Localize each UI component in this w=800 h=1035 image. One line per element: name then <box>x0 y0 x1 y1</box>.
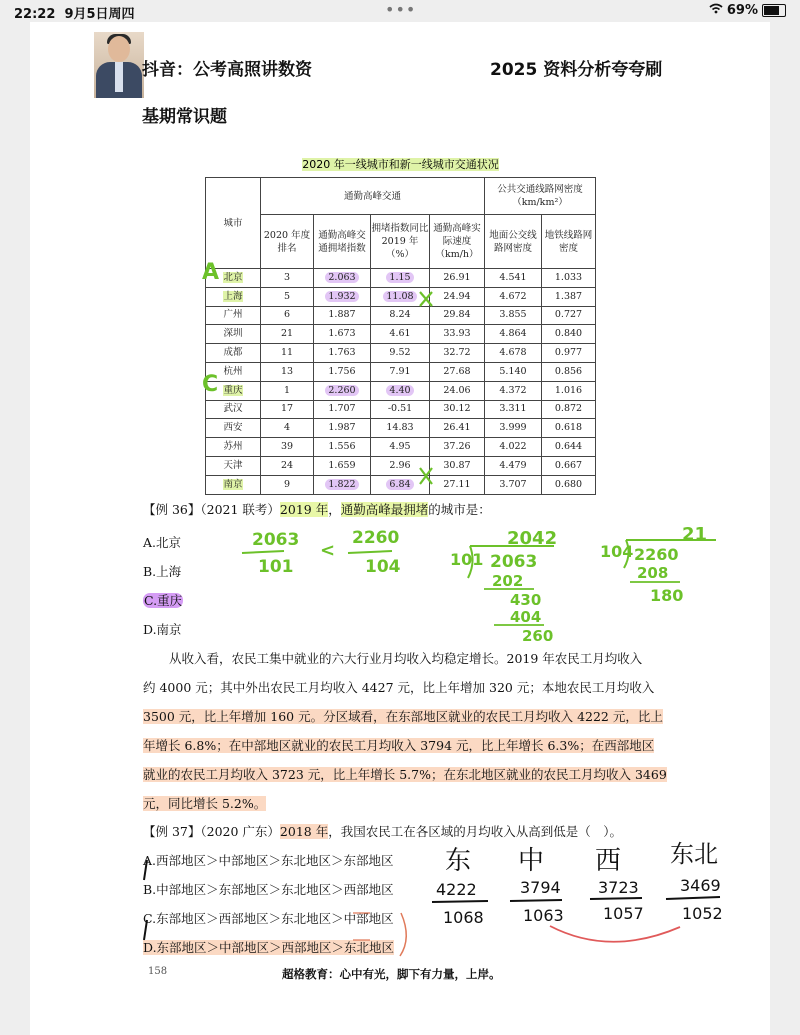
q37-option-d[interactable]: D.东部地区＞中部地区＞西部地区＞东北地区 <box>143 940 395 955</box>
table-cell: 上海 <box>206 287 261 306</box>
passage-line: 就业的农民工月均收入 3723 元，比上年增长 5.7%；在东北地区就业的农民工月均收入 3469 <box>143 767 667 782</box>
q36-option-d[interactable]: D.南京 <box>143 622 182 637</box>
passage-line: 3500 元，比上年增加 160 元。分区域看，在东部地区就业的农民工月均收入 4222 元，比上 <box>143 709 663 724</box>
table-cell: 37.26 <box>430 438 485 457</box>
table-cell: 3 <box>261 269 314 288</box>
col-bus: 地面公交线路网密度 <box>485 215 542 269</box>
table-cell: 32.72 <box>430 344 485 363</box>
table-cell: 4.022 <box>485 438 542 457</box>
div1-dividend: 2063 <box>490 552 538 572</box>
table-cell: 4.678 <box>485 344 542 363</box>
table-cell: 3.311 <box>485 400 542 419</box>
passage-line: 元，同比增长 5.2%。 <box>143 796 267 811</box>
table-cell: 1.822 <box>314 475 371 494</box>
table-cell: 0.856 <box>542 362 596 381</box>
table-cell: 天津 <box>206 456 261 475</box>
table-cell: 1.033 <box>542 269 596 288</box>
div1-step: 430 <box>510 591 542 609</box>
num-west: 3723 <box>598 878 639 897</box>
table-cell: 3.707 <box>485 475 542 494</box>
table-row <box>206 344 596 363</box>
table-cell: 6.84 <box>371 475 430 494</box>
table-cell: 西安 <box>206 419 261 438</box>
table-cell: 4.95 <box>371 438 430 457</box>
status-right <box>709 3 786 18</box>
table-cell: 2.96 <box>371 456 430 475</box>
table-cell: 26.91 <box>430 269 485 288</box>
frac2-num: 2260 <box>352 528 400 548</box>
region-west: 西 <box>595 846 622 876</box>
div2-step: 180 <box>650 586 684 605</box>
div1-step: 404 <box>510 608 542 626</box>
table-row <box>206 475 596 494</box>
region-northeast: 东北 <box>670 840 718 868</box>
table-cell: 8.24 <box>371 306 430 325</box>
passage-line: 从收入看，农民工集中就业的六大行业月均收入均稳定增长。2019 年农民工月均收入 <box>169 651 643 666</box>
table-cell: 9 <box>261 475 314 494</box>
table-cell: 11.08 <box>371 287 430 306</box>
table-cell: 武汉 <box>206 400 261 419</box>
table-cell: 26.41 <box>430 419 485 438</box>
table-cell: 2.063 <box>314 269 371 288</box>
q37-stem: 【例 37】（2020 广东）2018 年，我国农民工在各区域的月均收入从高到低是（ ）。 <box>143 824 622 839</box>
table-row <box>206 362 596 381</box>
div2-dividend: 2260 <box>634 545 679 564</box>
col-index: 通勤高峰交通拥堵指数 <box>314 215 371 269</box>
table-row <box>206 325 596 344</box>
frac1-den: 101 <box>258 557 294 577</box>
table-cell: 1.556 <box>314 438 371 457</box>
table-cell: 24 <box>261 456 314 475</box>
frac1-num: 2063 <box>252 530 300 550</box>
table-cell: 11 <box>261 344 314 363</box>
table-cell: 重庆 <box>206 381 261 400</box>
table-cell: 3.855 <box>485 306 542 325</box>
q36-option-a[interactable]: A.北京 <box>143 535 182 550</box>
table-cell: 苏州 <box>206 438 261 457</box>
col-yoy: 拥堵指数同比 2019 年（%） <box>371 215 430 269</box>
table-cell: 3.999 <box>485 419 542 438</box>
table-row <box>206 400 596 419</box>
passage-line: 约 4000 元；其中外出农民工月均收入 4427 元，比上年增加 320 元；本地农民工月均收入 <box>143 680 655 695</box>
less-than: < <box>320 540 336 561</box>
num-east: 4222 <box>436 880 477 899</box>
status-bar <box>0 0 800 22</box>
table-cell: 1.756 <box>314 362 371 381</box>
table-cell: 14.83 <box>371 419 430 438</box>
table-cell: 30.87 <box>430 456 485 475</box>
table-cell: 南京 <box>206 475 261 494</box>
div1-divisor: 101 <box>450 550 484 569</box>
table-cell: 24.94 <box>430 287 485 306</box>
table-cell: 1.707 <box>314 400 371 419</box>
region-central: 中 <box>518 846 545 876</box>
table-cell: 27.68 <box>430 362 485 381</box>
group-commute: 通勤高峰交通 <box>261 178 485 215</box>
table-cell: 39 <box>261 438 314 457</box>
table-row <box>206 381 596 400</box>
battery-icon <box>762 4 786 17</box>
num-northeast: 3469 <box>680 876 721 895</box>
table-cell: 33.93 <box>430 325 485 344</box>
table-cell: 成都 <box>206 344 261 363</box>
status-time: 22:22 9月5日周四 <box>14 7 135 22</box>
document-page <box>30 22 770 1035</box>
div1-step: 202 <box>492 572 524 590</box>
table-row <box>206 287 596 306</box>
den-west: 1057 <box>603 904 644 923</box>
table-cell: 4.672 <box>485 287 542 306</box>
table-cell: 0.727 <box>542 306 596 325</box>
table-cell: 21 <box>261 325 314 344</box>
q36-stem: 【例 36】（2021 联考）2019 年，通勤高峰最拥堵的城市是： <box>143 502 491 517</box>
table-cell: 6 <box>261 306 314 325</box>
table-cell: 9.52 <box>371 344 430 363</box>
passage-line: 年增长 6.8%；在中部地区就业的农民工月均收入 3794 元，比上年增长 6.3%；在西部地区 <box>143 738 655 753</box>
table-cell: 5.140 <box>485 362 542 381</box>
table-cell: 27.11 <box>430 475 485 494</box>
traffic-table <box>205 177 596 495</box>
table-cell: 1.15 <box>371 269 430 288</box>
table-cell: 29.84 <box>430 306 485 325</box>
table-cell: 0.977 <box>542 344 596 363</box>
table-cell: 7.91 <box>371 362 430 381</box>
presenter-photo <box>94 32 144 98</box>
group-density: 公共交通线路网密度（km/km²） <box>485 178 596 215</box>
battery-percent: 69% <box>726 3 758 18</box>
table-title: 2020 年一线城市和新一线城市交通状况 <box>302 158 499 171</box>
table-cell: 杭州 <box>206 362 261 381</box>
wifi-icon <box>709 3 723 18</box>
table-cell: 4.40 <box>371 381 430 400</box>
div2-quotient: 21 <box>682 524 708 545</box>
table-cell: 2.260 <box>314 381 371 400</box>
table-cell: 4.864 <box>485 325 542 344</box>
q37-option-a[interactable]: A.西部地区＞中部地区＞东北地区＞东部地区 <box>143 853 394 868</box>
table-cell: 1.387 <box>542 287 596 306</box>
den-central: 1063 <box>523 906 564 925</box>
col-speed: 通勤高峰实际速度（km/h） <box>430 215 485 269</box>
table-cell: 1.673 <box>314 325 371 344</box>
footer-slogan: 超格教育：心中有光，脚下有力量，上岸。 <box>282 967 501 981</box>
table-row <box>206 306 596 325</box>
table-body <box>206 269 596 495</box>
table-cell: 17 <box>261 400 314 419</box>
table-cell: 1.763 <box>314 344 371 363</box>
den-northeast: 1052 <box>682 904 723 923</box>
frac2-den: 104 <box>365 557 401 577</box>
table-cell: 0.618 <box>542 419 596 438</box>
multitask-dots-icon[interactable]: ••• <box>385 0 417 19</box>
den-east: 1068 <box>443 908 484 927</box>
table-cell: 0.667 <box>542 456 596 475</box>
div2-step: 208 <box>637 564 669 582</box>
header-left: 抖音：公考高照讲数资 <box>142 60 312 80</box>
div1-quotient: 2042 <box>507 528 558 549</box>
table-row <box>206 456 596 475</box>
table-row <box>206 419 596 438</box>
q37-option-c[interactable]: C.东部地区＞西部地区＞东北地区＞中部地区 <box>143 911 394 926</box>
table-cell: 0.840 <box>542 325 596 344</box>
annotation-strokes <box>30 22 770 1035</box>
table-cell: 1.016 <box>542 381 596 400</box>
arc-mark <box>550 926 680 942</box>
table-cell: 北京 <box>206 269 261 288</box>
div2-divisor: 104 <box>600 542 634 561</box>
table-cell: 24.06 <box>430 381 485 400</box>
table-row <box>206 269 596 288</box>
q36-option-c[interactable]: C.重庆 <box>144 593 183 608</box>
mark-c: C <box>202 372 219 397</box>
table-cell: 13 <box>261 362 314 381</box>
table-cell: 5 <box>261 287 314 306</box>
table-cell: -0.51 <box>371 400 430 419</box>
page-number: 158 <box>148 966 168 977</box>
table-cell: 1.987 <box>314 419 371 438</box>
table-cell: 0.872 <box>542 400 596 419</box>
section-title: 基期常识题 <box>142 107 227 127</box>
table-cell: 4.372 <box>485 381 542 400</box>
table-cell: 深圳 <box>206 325 261 344</box>
table-cell: 1.932 <box>314 287 371 306</box>
table-cell: 4.61 <box>371 325 430 344</box>
col-rank: 2020 年度排名 <box>261 215 314 269</box>
col-city: 城市 <box>206 178 261 269</box>
table-cell: 0.680 <box>542 475 596 494</box>
table-cell: 1.659 <box>314 456 371 475</box>
passage <box>143 644 703 818</box>
col-metro: 地铁线路网密度 <box>542 215 596 269</box>
q36-option-b[interactable]: B.上海 <box>143 564 182 579</box>
mark-a: A <box>202 260 220 285</box>
region-east: 东 <box>445 846 472 876</box>
table-cell: 4 <box>261 419 314 438</box>
div1-step: 260 <box>522 627 554 645</box>
table-cell: 30.12 <box>430 400 485 419</box>
table-cell: 4.541 <box>485 269 542 288</box>
table-cell: 1 <box>261 381 314 400</box>
header-right: 2025 资料分析夸夸刷 <box>490 60 663 80</box>
table-cell: 广州 <box>206 306 261 325</box>
num-central: 3794 <box>520 878 561 897</box>
table-row <box>206 438 596 457</box>
q37-option-b[interactable]: B.中部地区＞东部地区＞东北地区＞西部地区 <box>143 882 394 897</box>
table-cell: 4.479 <box>485 456 542 475</box>
table-cell: 0.644 <box>542 438 596 457</box>
table-cell: 1.887 <box>314 306 371 325</box>
